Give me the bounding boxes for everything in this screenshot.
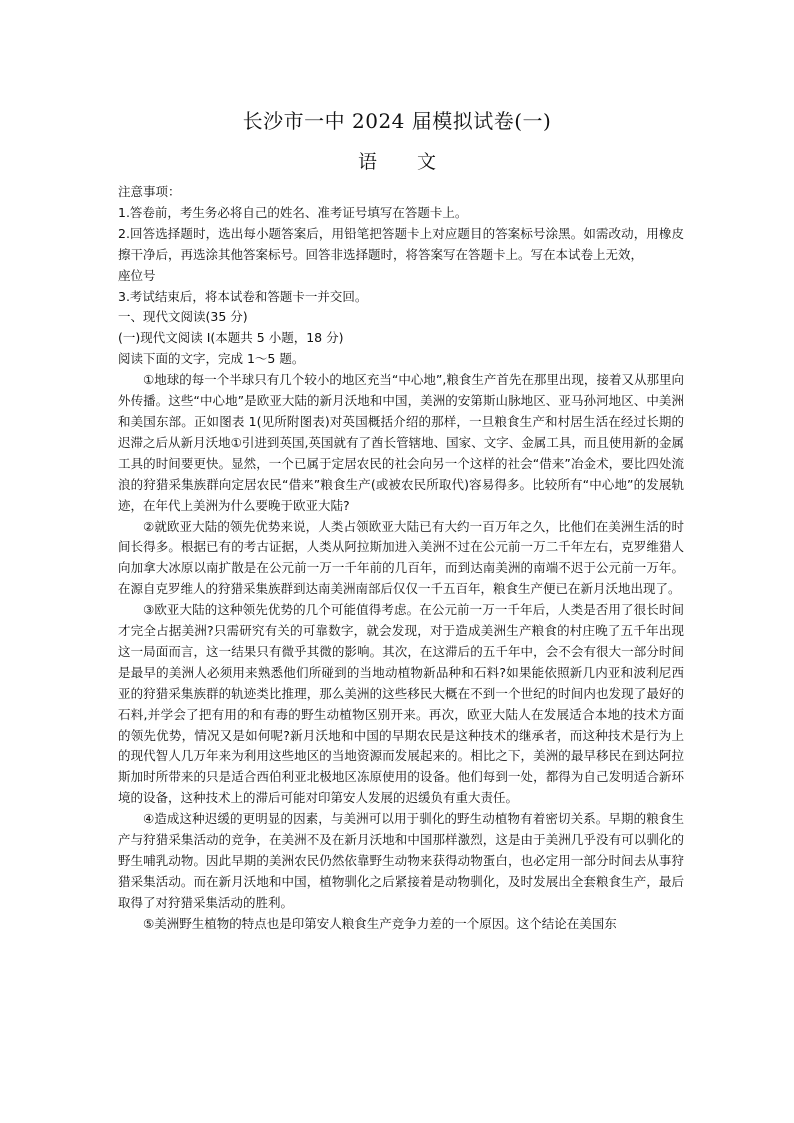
passage-paragraph: ④造成这种迟缓的更明显的因素，与美洲可以用于驯化的野生动植物有着密切关系。早期的粮食生产与狩猎采集活动的竞争，在美洲不及在新月沃地和中国那样激烈，这是由于美洲几乎没有可以驯化的野生哺乳动物。因此早期的美洲农民仍然依靠野生动物来获得动物蛋白，也必定用一部分时间去从事狩猎采集活动。而在新月沃地和中国，植物驯化之后紧接着是动物驯化，及时发展出全套粮食生产，最后取得了对狩猎采集活动的胜利。 bbox=[118, 811, 684, 910]
subject-title: 语 文 bbox=[357, 151, 437, 173]
reading-instruction: 阅读下面的文字，完成 1～5 题。 bbox=[118, 351, 305, 367]
notice-item: 2.回答选择题时，选出每小题答案后，用铅笔把答题卡上对应题目的答案标号涂黑。如需改动，用橡皮擦干净后，再选涂其他答案标号。回答非选择题时，将答案写在答题卡上。写在本试卷上无效， bbox=[118, 225, 684, 262]
seat-number-label: 座位号 bbox=[118, 267, 156, 283]
notice-heading: 注意事项： bbox=[118, 184, 181, 199]
exam-title: 长沙市一中 2024 届模拟试卷(一) bbox=[242, 109, 552, 133]
notice-item: 1.答卷前，考生务必将自己的姓名、准考证号填写在答题卡上。 bbox=[118, 204, 468, 220]
exam-content bbox=[118, 182, 684, 935]
subsection-heading: (一)现代文阅读 I(本题共 5 小题，18 分) bbox=[118, 330, 344, 346]
section-heading: 一、现代文阅读(35 分) bbox=[118, 309, 248, 325]
passage-paragraph: ③欧亚大陆的这种领先优势的几个可能值得考虑。在公元前一万一千年后，人类是否用了很长时间才完全占据美洲?只需研究有关的可靠数字，就会发现，对于造成美洲生产粮食的村庄晚了五千年出现这一局面而言，这一结果只有微乎其微的影响。其次，在这滞后的五千年中，会不会有很大一部分时间是最早的美洲人必须用来熟悉他们所碰到的当地动植物新品种和石料?如果能依照新几内亚和波利尼西亚的狩猎采集族群的轨迹类比推理，那么美洲的这些移民大概在不到一个世纪的时间内也发现了最好的石料,并学会了把有用的和有毒的野生动植物区别开来。再次，欧亚大陆人在发展适合本地的技术方面的领先优势，情况又是如何呢?新月沃地和中国的早期农民是这种技术的继承者，而这种技术是行为上的现代智人几万年来为利用这些地区的当地资源而发展起来的。相比之下，美洲的最早移民在到达阿拉斯加时所带来的只是适合西伯利亚北极地区冻原使用的设备。他们每到一处，都得为自己发明适合新环境的设备，这种技术上的滞后可能对印第安人发展的迟缓负有重大责任。 bbox=[118, 602, 684, 806]
notice-item: 3.考试结束后，将本试卷和答题卡一并交回。 bbox=[118, 288, 368, 304]
passage-paragraph: ⑤美洲野生植物的特点也是印第安人粮食生产竞争力差的一个原因。这个结论在美国东 bbox=[143, 915, 617, 931]
passage-paragraph: ②就欧亚大陆的领先优势来说，人类占领欧亚大陆已有大约一百万年之久，比他们在美洲生活的时间长得多。根据已有的考古证据，人类从阿拉斯加进入美洲不过在公元前一万二千年左右，克罗维猎人向加拿大冰原以南扩散是在公元前一万一千年前的几百年，而到达南美洲的南端不迟于公元前一万年。在源自克罗维人的狩猎采集族群到达南美洲南部后仅仅一千五百年，粮食生产便已在新月沃地出现了。 bbox=[118, 518, 684, 597]
passage-paragraph: ①地球的每一个半球只有几个较小的地区充当“中心地”,粮食生产首先在那里出现，接着又从那里向外传播。这些“中心地”是欧亚大陆的新月沃地和中国，美洲的安第斯山脉地区、亚马孙河地区、中美洲和美国东部。正如图表 1(见所附图表)对英国概括介绍的那样，一旦粮食生产和村居生活在经过长期的迟滞之后从新月沃地①引进到英国,英国就有了酋长管辖地、国家、文字、金属工具，而且使用新的金属工具的时间要更快。显然，一个已属于定居农民的社会向另一个这样的社会“借来”冶金术，要比四处流浪的狩猎采集族群向定居农民“借来”粮食生产(或被农民所取代)容易得多。比较所有“中心地”的发展轨迹，在年代上美洲为什么要晚于欧亚大陆? bbox=[118, 372, 684, 513]
